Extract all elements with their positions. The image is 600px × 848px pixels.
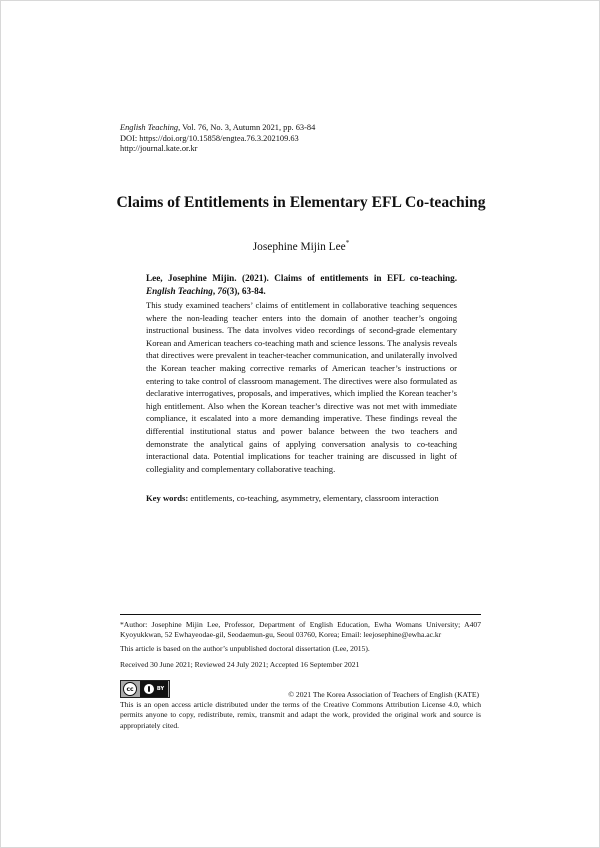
- review-dates: Received 30 June 2021; Reviewed 24 July 2021; Accepted 16 September 2021: [120, 660, 360, 669]
- author-footnote-marker: *: [345, 239, 350, 247]
- keywords-label: Key words:: [146, 493, 189, 503]
- author-line: [1, 239, 600, 253]
- by-label: BY: [156, 686, 165, 692]
- citation-journal: English Teaching: [146, 286, 213, 296]
- license-text: This is an open access article distributed under the terms of the Creative Commons Attribution License 4.0, which permits anyone to copy, redistribute, remix, transmit and adapt the work, provided the original work and source is appropriately cited.: [120, 700, 481, 730]
- citation-volume: 76: [217, 286, 227, 296]
- citation-rest: (3), 63-84.: [226, 286, 266, 296]
- footnote-divider: [120, 614, 481, 615]
- author-name: Josephine Mijin Lee: [252, 240, 346, 253]
- citation-volume-sep: ,: [212, 286, 218, 296]
- author-footnote: *Author: Josephine Mijin Lee, Professor, Department of English Education, Ewha Womans University; A407 Kyoyukkwan, 52 Ewhayeodae-gil, Seodaemun-gu, Seoul 03760, Korea; Email: leejosephine@ewha.ac.kr: [120, 620, 481, 640]
- keywords-text: entitlements, co-teaching, asymmetry, elementary, classroom interaction: [188, 493, 439, 503]
- abstract: This study examined teachers’ claims of entitlement in collaborative teaching sequences where the non-leading teacher enters into the domain of another teacher’s ongoing instructional business. The data involves video recordings of second-grade elementary Korean and American teachers co-teaching math and science lessons. The analysis reveals that directives were prevalent in teacher-teacher communication, and unilaterally involved the Korean teacher making corrective remarks of American teacher’s instructions or entering to take control of classroom management. The directives were also formulated as declarative interrogatives, proposals, and imperatives, which implied the Korean teacher’s high entitlement. Also when the Korean teacher’s directive was not met with immediate compliance, it escalated into a more demanding imperative. These findings reveal the differential institutional status and power balance between the two teachers and demonstrate the analytical gains of applying conversation analysis to co-teaching interactional data. Potential implications for teacher training are discussed in light of collegiality and complementary collaborative teaching.: [146, 300, 457, 474]
- attribution-person-icon: [144, 684, 154, 694]
- keywords: [146, 492, 457, 504]
- copyright-notice: © 2021 The Korea Association of Teachers of English (KATE): [288, 690, 479, 699]
- journal-citation-line: [120, 123, 315, 134]
- cc-by-license-badge[interactable]: [120, 680, 170, 698]
- doi-link[interactable]: DOI: https://doi.org/10.15858/engtea.76.3.202109.63: [120, 133, 299, 143]
- by-panel: [140, 681, 168, 697]
- journal-header: [120, 123, 315, 155]
- cc-icon: cc: [123, 682, 137, 696]
- journal-name: English Teaching: [120, 123, 179, 132]
- journal-url[interactable]: http://journal.kate.or.kr: [120, 144, 198, 154]
- paper-title: Claims of Entitlements in Elementary EFL Co-teaching: [116, 194, 486, 211]
- issue-info: , Vol. 76, No. 3, Autumn 2021, pp. 63-84: [178, 123, 316, 132]
- dissertation-footnote: This article is based on the author’s unpublished doctoral dissertation (Lee, 2015).: [120, 644, 370, 653]
- citation: [146, 272, 457, 298]
- citation-lead: Lee, Josephine Mijin. (2021). Claims of entitlements in EFL co-teaching.: [146, 273, 457, 283]
